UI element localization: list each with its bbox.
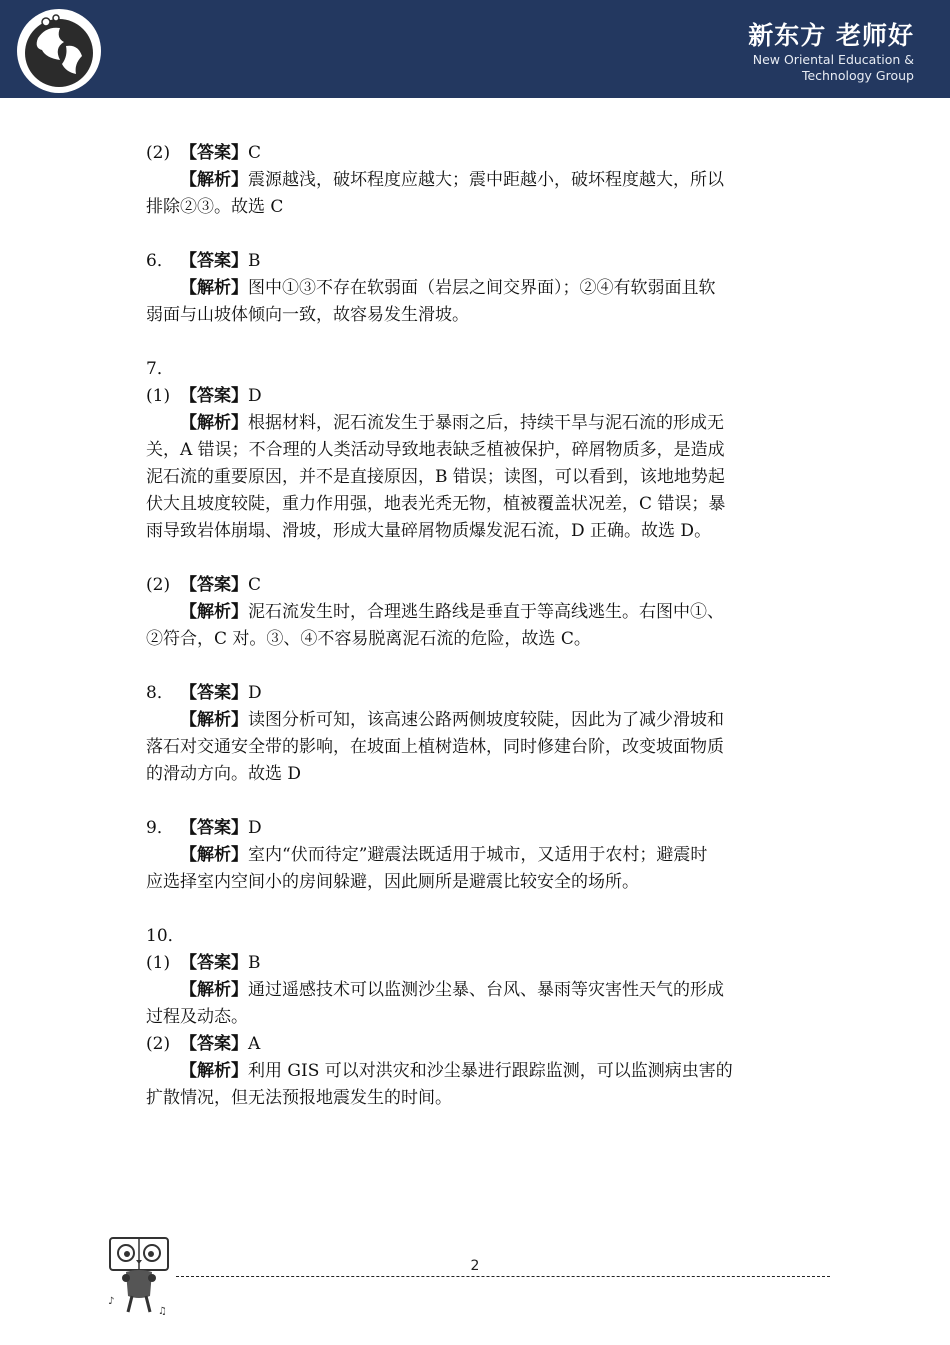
brand-title: 新东方 老师好 <box>748 21 914 50</box>
analysis-line <box>146 842 796 869</box>
footer-divider <box>176 1276 830 1277</box>
answer-value: B <box>248 251 261 271</box>
analysis-label: 【解析】 <box>180 278 248 298</box>
analysis-line <box>146 977 796 1004</box>
question-number: 9． <box>146 818 174 838</box>
q9-answer-line <box>146 815 796 842</box>
analysis-line <box>146 1058 796 1085</box>
brand-subtitle <box>753 52 914 84</box>
analysis-text: 读图分析可知，该高速公路两侧坡度较陡，因此为了减少滑坡和 <box>248 710 724 730</box>
answer-value: B <box>248 953 261 973</box>
analysis-line <box>146 275 796 302</box>
brand-subtitle-line1: New Oriental Education & <box>752 52 914 67</box>
new-oriental-logo-icon <box>16 8 102 94</box>
analysis-line: 排除②③。故选 C <box>146 197 284 217</box>
answer-value: D <box>248 683 262 703</box>
answer-label: 【答案】 <box>180 953 248 973</box>
answer-value: A <box>248 1034 261 1054</box>
analysis-label: 【解析】 <box>180 710 248 730</box>
q7-1-answer-line <box>146 383 796 410</box>
page-header <box>0 0 950 98</box>
question-number: (2) <box>146 143 171 163</box>
q6-answer-line <box>146 248 796 275</box>
brand-subtitle-line2: Technology Group <box>801 68 914 83</box>
svg-text:♫: ♫ <box>158 1306 167 1317</box>
answer-value: C <box>248 575 262 595</box>
analysis-line: 过程及动态。 <box>146 1007 248 1027</box>
sub-question-number: (2) <box>146 1034 171 1054</box>
analysis-label: 【解析】 <box>180 1061 248 1081</box>
answer-value: D <box>248 818 262 838</box>
analysis-text: 通过遥感技术可以监测沙尘暴、台风、暴雨等灾害性天气的形成 <box>248 980 724 1000</box>
analysis-text: 图中①③不存在软弱面（岩层之间交界面）；②④有软弱面且软 <box>248 278 716 298</box>
sub-question-number: (1) <box>146 386 171 406</box>
question-number: 10． <box>146 926 185 946</box>
sub-question-number: (1) <box>146 953 171 973</box>
analysis-text: 泥石流发生时，合理逃生路线是垂直于等高线逃生。右图中①、 <box>248 602 724 622</box>
analysis-line: 弱面与山坡体倾向一致，故容易发生滑坡。 <box>146 305 469 325</box>
analysis-line <box>146 410 796 437</box>
q10-1-answer-line <box>146 950 796 977</box>
analysis-line: 伏大且坡度较陡，重力作用强，地表光秃无物，植被覆盖状况差，C 错误；暴 <box>146 494 726 514</box>
analysis-label: 【解析】 <box>180 602 248 622</box>
analysis-label: 【解析】 <box>180 170 248 190</box>
sub-question-number: (2) <box>146 575 171 595</box>
analysis-text: 利用 GIS 可以对洪灾和沙尘暴进行跟踪监测，可以监测病虫害的 <box>248 1061 733 1081</box>
answer-label: 【答案】 <box>180 251 248 271</box>
answer-label: 【答案】 <box>180 683 248 703</box>
svg-text:♪: ♪ <box>108 1296 115 1307</box>
analysis-label: 【解析】 <box>180 845 248 865</box>
answer-content <box>146 140 796 1112</box>
analysis-line: 关，A 错误；不合理的人类活动导致地表缺乏植被保护，碎屑物质多，是造成 <box>146 440 725 460</box>
analysis-line <box>146 707 796 734</box>
analysis-line: 扩散情况，但无法预报地震发生的时间。 <box>146 1088 452 1108</box>
analysis-line <box>146 167 796 194</box>
analysis-line: 的滑动方向。故选 D <box>146 764 302 784</box>
question-number: 6． <box>146 251 174 271</box>
q8-answer-line <box>146 680 796 707</box>
analysis-line: 落石对交通安全带的影响，在坡面上植树造林，同时修建台阶，改变坡面物质 <box>146 737 724 757</box>
analysis-line: 泥石流的重要原因，并不是直接原因，B 错误；读图，可以看到，该地地势起 <box>146 467 725 487</box>
analysis-label: 【解析】 <box>180 980 248 1000</box>
answer-label: 【答案】 <box>180 575 248 595</box>
q7-2-answer-line <box>146 572 796 599</box>
analysis-line: 雨导致岩体崩塌、滑坡，形成大量碎屑物质爆发泥石流，D 正确。故选 D。 <box>146 521 712 541</box>
answer-value: D <box>248 386 262 406</box>
answer-value: C <box>248 143 262 163</box>
answer-label: 【答案】 <box>180 386 248 406</box>
page-number: 2 <box>470 1258 480 1274</box>
analysis-line: ②符合，C 对。③、④不容易脱离泥石流的危险，故选 C。 <box>146 629 591 649</box>
question-number: 7． <box>146 359 174 379</box>
question-number: 8． <box>146 683 174 703</box>
analysis-label: 【解析】 <box>180 413 248 433</box>
analysis-line <box>146 599 796 626</box>
owl-book-mascot-icon <box>104 1234 174 1318</box>
q5-2-answer-line <box>146 140 796 167</box>
answer-label: 【答案】 <box>180 818 248 838</box>
analysis-text: 根据材料，泥石流发生于暴雨之后，持续干旱与泥石流的形成无 <box>248 413 724 433</box>
q10-2-answer-line <box>146 1031 796 1058</box>
analysis-text: 室内“伏而待定”避震法既适用于城市，又适用于农村；避震时 <box>248 845 708 865</box>
answer-label: 【答案】 <box>180 143 248 163</box>
analysis-text: 震源越浅，破坏程度应越大；震中距越小，破坏程度越大，所以 <box>248 170 724 190</box>
answer-label: 【答案】 <box>180 1034 248 1054</box>
analysis-line: 应选择室内空间小的房间躲避，因此厕所是避震比较安全的场所。 <box>146 872 639 892</box>
